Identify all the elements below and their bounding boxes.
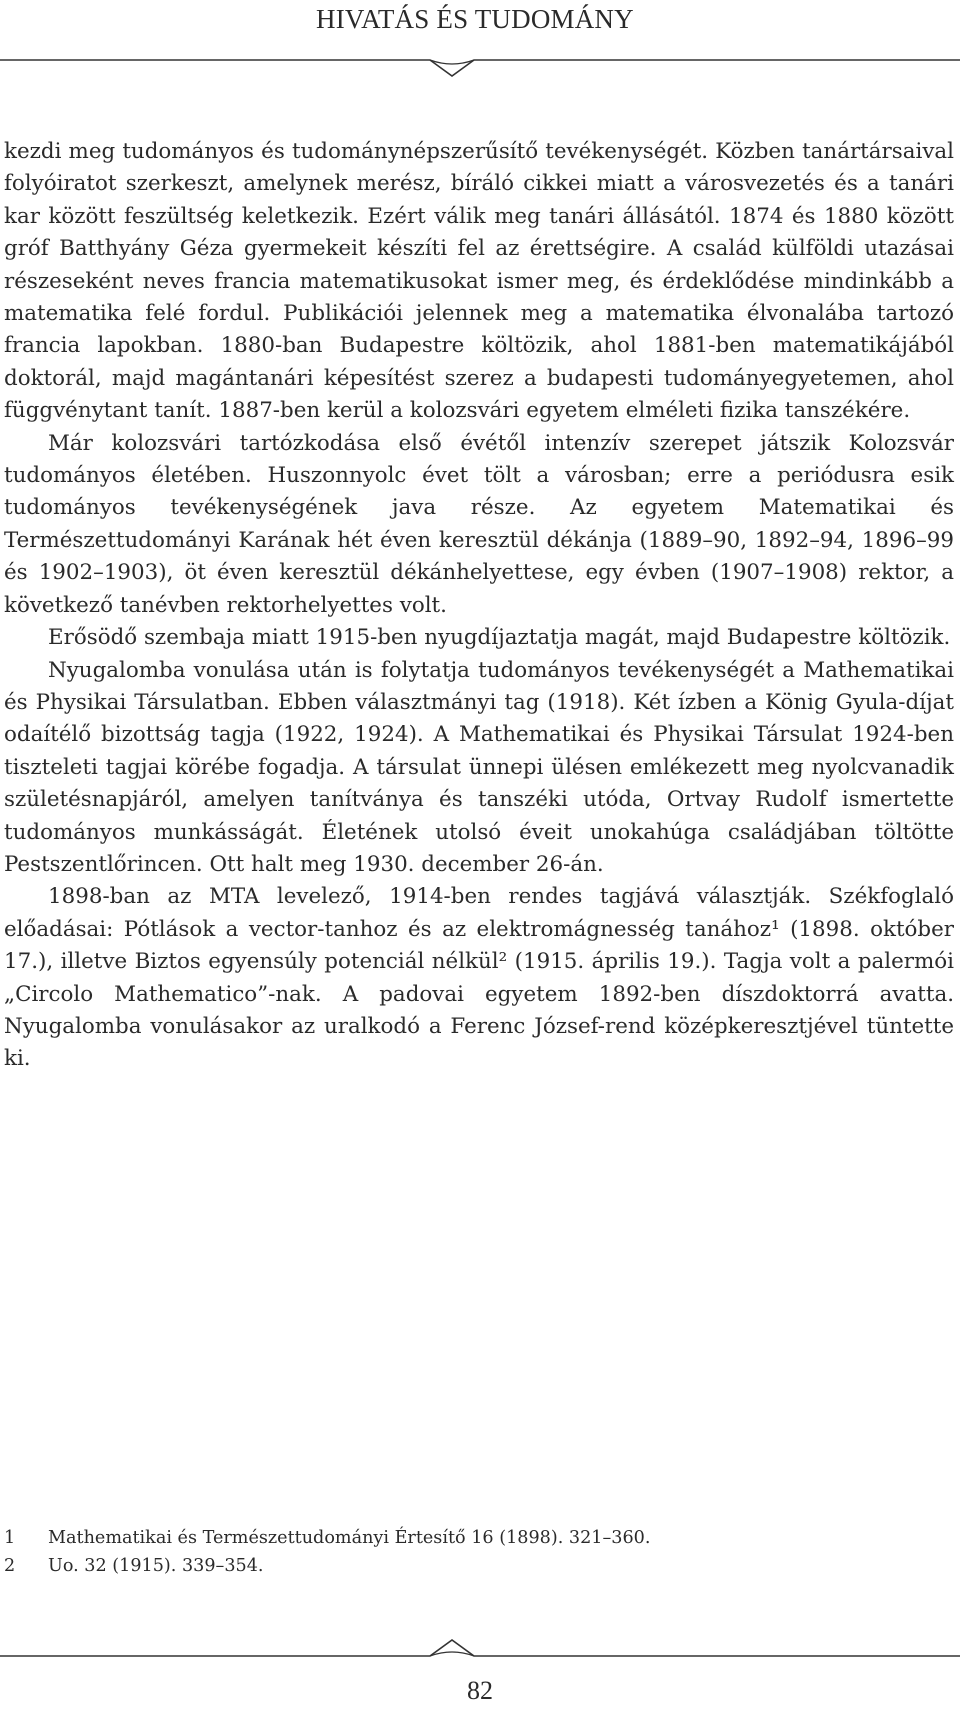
- page-number: 82: [467, 1676, 493, 1705]
- running-header: [0, 0, 960, 90]
- paragraph-5: 1898-ban az MTA levelező, 1914-ben rendes tagjává választják. Székfoglaló előadásai: Pótlások a vector-tanhoz és az elektromágnesség tanához¹ (1898. október 17.), illetve Biztos egyensúly potenciál nélkül² (1915. április 19.). Tagja volt a palermói „Circolo Mathematico”-nak. A padovai egyetem 1892-ben díszdoktorrá avatta. Nyugalomba vonulásakor az uralkodó a Ferenc József-rend középkeresztjével tüntette ki.: [4, 884, 954, 1072]
- header-title: HIVATÁS ÉS TUDOMÁNY: [316, 4, 634, 34]
- footnote-1: [4, 1525, 954, 1553]
- paragraph-4: Nyugalomba vonulása után is folytatja tudományos tevékenységét a Mathematikai és Physikai Társulatban. Ebben választmányi tag (1918). Két ízben a König Gyula-díjat odaítélő bizottság tagja (1922, 1924). A Mathematikai és Physikai Társulat 1924-ben tiszteleti tagjai körébe fogadja. A társulat ünnepi ülésen emlékezett meg nyolcvanadik születésnapjáról, amelyen tanítványa és tanszéki utóda, Ortvay Rudolf ismertette tudományos munkásságát. Életének utolsó éveit unokahúga családjában töltötte Pestszentlőrincen. Ott halt meg 1930. december 26-án.: [4, 657, 954, 877]
- page-footer: [0, 1636, 960, 1718]
- header-divider: [0, 56, 960, 86]
- footnote-number: 1: [4, 1528, 16, 1548]
- footer-divider: [0, 1636, 960, 1660]
- paragraph-1: kezdi meg tudományos és tudománynépszerűsítő tevékenységét. Közben tanártársaival folyóiratot szerkeszt, amelynek merész, bíráló cikkei miatt a városvezetés és a tanári kar között feszültség keletkezik. Ezért válik meg tanári állásától. 1874 és 1880 között gróf Batthyány Géza gyermekeit készíti fel az érettségire. A család külföldi utazásai részeseként neves francia matematikusokat ismer meg, és érdeklődése mindinkább a matematika felé fordul. Publikációi jelennek meg a matematika élvonalába tartozó francia lapokban. 1880-ban Budapestre költözik, ahol 1881-ben matematikájából doktorál, majd magántanári képesítést szerez a budapesti tudományegyetemen, ahol függvénytant tanít. 1887-ben kerül a kolozsvári egyetem elméleti fizika tanszékére.: [4, 139, 954, 424]
- footnote-text: Uo. 32 (1915). 339–354.: [48, 1555, 264, 1576]
- paragraph-2: Már kolozsvári tartózkodása első évétől intenzív szerepet játszik Kolozsvár tudományos életében. Huszonnyolc évet tölt a városban; erre a periódusra esik tudományos tevékenységének java része. Az egyetem Matematikai és Természettudományi Karának hét éven keresztül dékánja (1889–90, 1892–94, 1896–99 és 1902–1903), öt éven keresztül dékánhelyettese, egy évben (1907–1908) rektor, a következő tanévben rektorhelyettes volt.: [4, 430, 954, 618]
- paragraph-3: Erősödő szembaja miatt 1915-ben nyugdíjaztatja magát, majd Budapestre költözik.: [48, 625, 951, 651]
- footnote-2: [4, 1553, 954, 1581]
- footnote-text: Mathematikai és Természettudományi Értesítő 16 (1898). 321–360.: [48, 1528, 651, 1548]
- footnotes: [4, 1525, 954, 1580]
- footnote-number: 2: [4, 1555, 16, 1576]
- body-text: [4, 136, 954, 1076]
